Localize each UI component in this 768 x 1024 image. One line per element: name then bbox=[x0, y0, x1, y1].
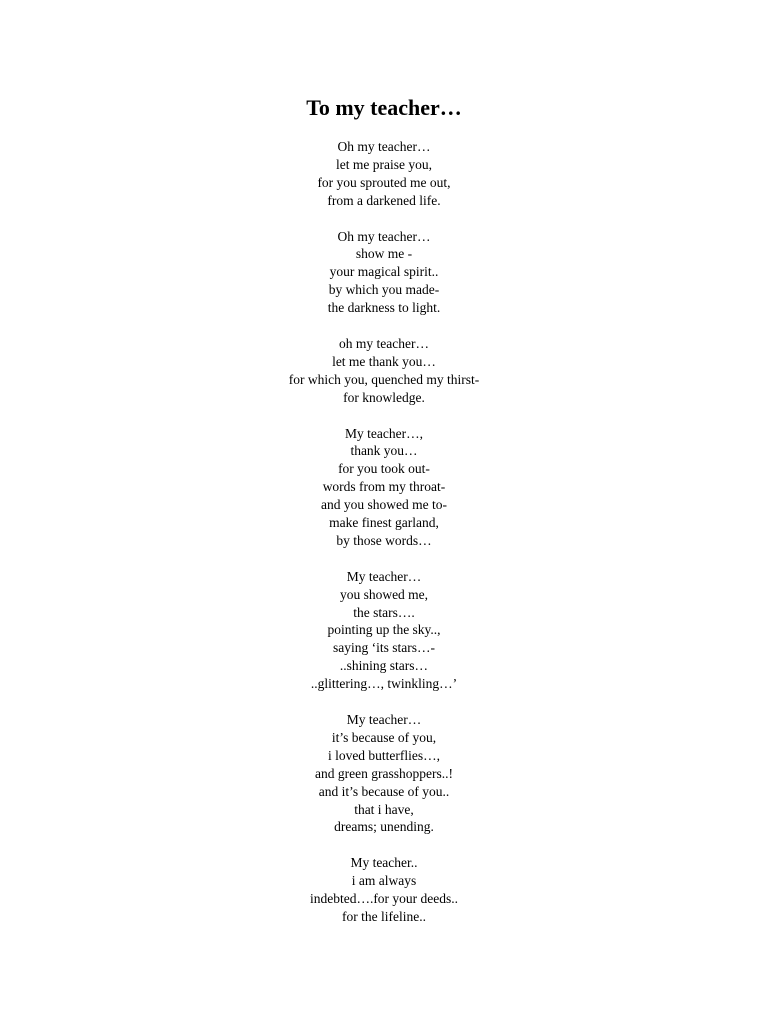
poem-line: Oh my teacher… bbox=[337, 139, 431, 154]
poem-line: indebted….for your deeds.. bbox=[309, 891, 459, 907]
stanza bbox=[0, 711, 768, 836]
poem-line: let me thank you… bbox=[332, 353, 436, 369]
poem-line: for you took out- bbox=[338, 461, 430, 477]
poem-body bbox=[0, 138, 768, 944]
stanza bbox=[0, 138, 768, 210]
poem-line: for the lifeline.. bbox=[342, 908, 426, 924]
poem-line: saying ‘its stars…- bbox=[333, 640, 435, 656]
poem-line: it’s because of you, bbox=[331, 729, 437, 745]
stanza bbox=[0, 425, 768, 550]
stanza bbox=[0, 854, 768, 926]
poem-line: for you sprouted me out, bbox=[317, 174, 451, 190]
stanza bbox=[0, 568, 768, 693]
poem-line: the stars…. bbox=[353, 604, 415, 620]
poem-line: ..glittering…, twinkling…’ bbox=[310, 676, 458, 692]
poem-line: My teacher… bbox=[346, 568, 422, 584]
poem-line: My teacher…, bbox=[345, 425, 423, 441]
poem-line: for which you, quenched my thirst- bbox=[288, 371, 480, 387]
poem-line: oh my teacher… bbox=[339, 336, 429, 352]
poem-line: pointing up the sky.., bbox=[327, 622, 441, 638]
poem-line: that i have, bbox=[354, 801, 414, 817]
poem-line: your magical spirit.. bbox=[329, 264, 439, 280]
poem-line: i loved butterflies…, bbox=[327, 747, 441, 763]
poem-line: show me - bbox=[355, 246, 413, 262]
poem-title: To my teacher… bbox=[306, 95, 462, 120]
poem-line: and you showed me to- bbox=[321, 497, 447, 513]
poem-line: dreams; unending. bbox=[334, 819, 434, 835]
stanza bbox=[0, 335, 768, 407]
poem-line: the darkness to light. bbox=[327, 300, 441, 316]
poem-line: from a darkened life. bbox=[327, 192, 441, 208]
poem-line: i am always bbox=[351, 873, 417, 889]
stanza bbox=[0, 228, 768, 317]
poem-line: thank you… bbox=[350, 443, 418, 459]
poem-line: Oh my teacher… bbox=[337, 228, 431, 244]
poem-line: words from my throat- bbox=[322, 479, 446, 495]
poem-line: make finest garland, bbox=[329, 515, 439, 531]
poem-line: and green grasshoppers..! bbox=[315, 765, 453, 781]
poem-line: let me praise you, bbox=[336, 156, 432, 172]
poem-line: My teacher.. bbox=[350, 855, 418, 871]
poem-line: and it’s because of you.. bbox=[318, 783, 450, 799]
poem-line: ..shining stars… bbox=[339, 658, 429, 674]
poem-line: for knowledge. bbox=[343, 389, 425, 405]
poem-line: you showed me, bbox=[339, 586, 429, 602]
poem-line: My teacher… bbox=[346, 712, 422, 728]
poem-line: by which you made- bbox=[328, 282, 440, 298]
poem-line: by those words… bbox=[336, 532, 432, 548]
